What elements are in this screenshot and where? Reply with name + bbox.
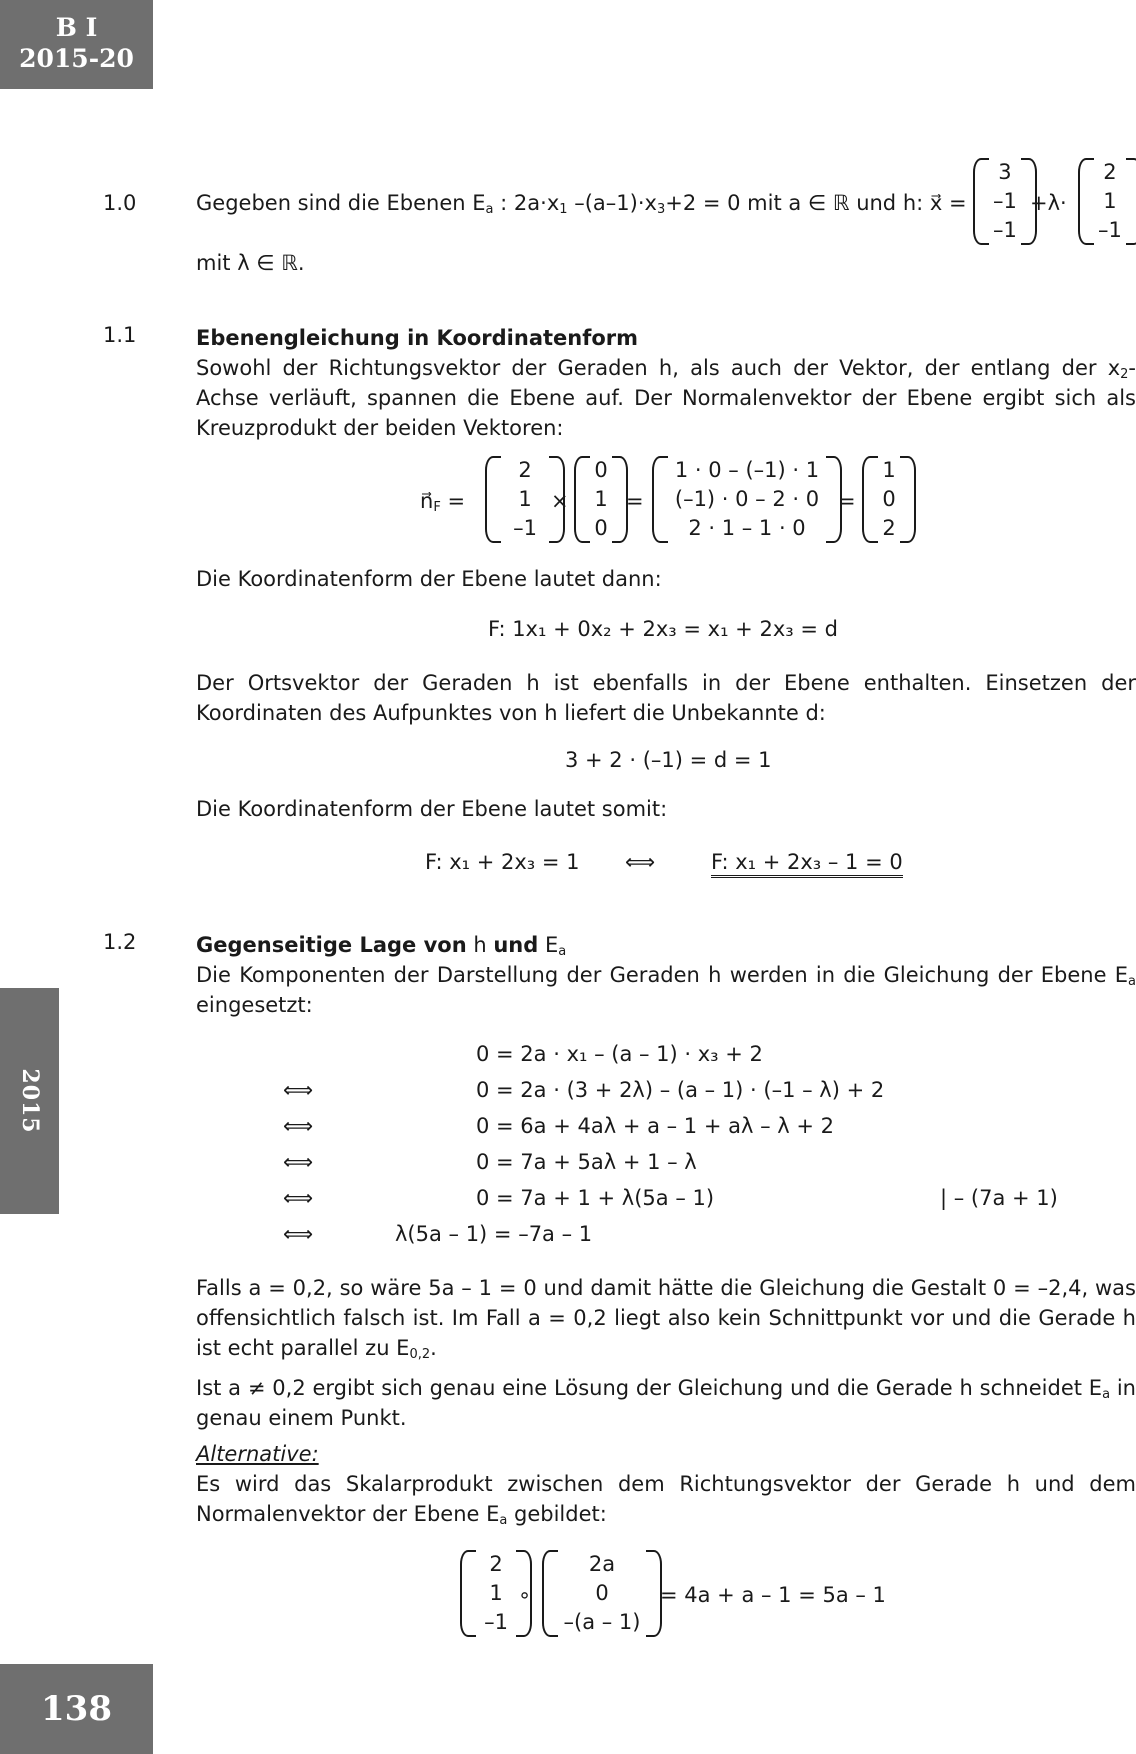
- chapter-header-tab: [0, 0, 153, 89]
- section-1-2-body: [196, 930, 1136, 1020]
- text: Der Ortsvektor der Geraden h ist ebenfalls in der Ebene enthalten. Einsetzen der Koordinaten des Aufpunktes von h liefert die Unbekannte d:: [196, 671, 1136, 725]
- text: Es wird das Skalarprodukt zwischen dem Richtungsvektor der Gerade h und dem Normalenvektor der Ebene E: [196, 1472, 1136, 1526]
- paragraph: [196, 353, 1136, 443]
- text: gebildet:: [507, 1502, 607, 1526]
- vec-entry: –(a – 1): [563, 1610, 641, 1634]
- intro-text: : 2a·x: [493, 191, 560, 215]
- equation-line: 0 = 6a + 4aλ + a – 1 + aλ – λ + 2: [476, 1114, 834, 1138]
- title-text: Gegenseitige Lage von: [196, 933, 467, 957]
- normal-vector-label: [420, 489, 465, 513]
- formula-coordinate-form: F: 1x₁ + 0x₂ + 2x₃ = x₁ + 2x₃ = d: [488, 617, 838, 641]
- vec-entry: 3: [998, 160, 1012, 184]
- equivalence-arrow: ⟺: [283, 1114, 314, 1138]
- plus-lambda: +λ·: [1030, 191, 1067, 215]
- year-side-tab-label: 2015: [16, 1068, 43, 1134]
- equation-line: 0 = 2a · x₁ – (a – 1) · x₃ + 2: [476, 1042, 763, 1066]
- vec-entry: 2: [518, 458, 532, 482]
- paragraph: [196, 1373, 1136, 1433]
- equivalence-arrow: ⟺: [283, 1222, 314, 1246]
- equivalence-arrow: ⟺: [283, 1150, 314, 1174]
- equivalence-arrow: ⟺: [283, 1078, 314, 1102]
- cross-vec-result: [862, 456, 916, 543]
- vec-entry: 0: [594, 516, 608, 540]
- eq: =: [447, 489, 466, 513]
- page-number: 138: [0, 1664, 153, 1754]
- equation-line: 0 = 7a + 5aλ + 1 – λ: [476, 1150, 697, 1174]
- vec-entry: 1: [1103, 189, 1117, 213]
- intro-text: Gegeben sind die Ebenen E: [196, 191, 486, 215]
- vec-entry: 2a: [588, 1552, 616, 1576]
- vector-direction: [1078, 158, 1136, 245]
- vec-entry: (–1) · 0 – 2 · 0: [674, 487, 820, 511]
- equation-line: λ(5a – 1) = –7a – 1: [395, 1222, 593, 1246]
- formula-plane: F: x₁ + 2x₃ = 1: [425, 850, 580, 874]
- vec-entry: 2 · 1 – 1 · 0: [688, 516, 806, 540]
- title-text: h: [466, 933, 494, 957]
- text: Falls a = 0,2, so wäre 5a – 1 = 0 und damit hätte die Gleichung die Gestalt 0 = –2,4, was offensichtlich falsch ist. Im Fall a = 0,2 liegt also kein Schnittpunkt vor und die Gerade h ist echt parallel zu E: [196, 1276, 1136, 1360]
- chapter-code: B I: [55, 13, 98, 42]
- vec-entry: 1: [882, 458, 896, 482]
- text: in genau einem Punkt.: [196, 1376, 1136, 1430]
- scalar-result: = 4a + a – 1 = 5a – 1: [660, 1583, 886, 1607]
- year-side-tab: [0, 988, 59, 1214]
- text: .: [430, 1336, 437, 1360]
- section-1-1-body: [196, 323, 1136, 443]
- section-number-1-0: 1.0: [103, 191, 137, 215]
- paragraph: [196, 668, 1136, 728]
- paragraph: Die Koordinatenform der Ebene lautet dann:: [196, 567, 662, 591]
- text: eingesetzt:: [196, 993, 313, 1017]
- vec-entry: 0: [594, 458, 608, 482]
- vec-entry: 0: [882, 487, 896, 511]
- text: Ist a ≠ 0,2 ergibt sich genau eine Lösung der Gleichung und die Gerade h schneidet E: [196, 1376, 1103, 1400]
- sub: a: [499, 1513, 508, 1528]
- sub: 2: [1120, 367, 1129, 382]
- title-text: und: [493, 933, 539, 957]
- text: Die Komponenten der Darstellung der Geraden h werden in die Gleichung der Ebene E: [196, 963, 1129, 987]
- vec-entry: –1: [484, 1610, 508, 1634]
- cross-vec-computation: [652, 456, 842, 543]
- equation-line: 0 = 7a + 1 + λ(5a – 1): [476, 1186, 715, 1210]
- vec-entry: 1: [489, 1581, 503, 1605]
- equation-side-note: | – (7a + 1): [940, 1186, 1058, 1210]
- nf: n⃗: [420, 489, 434, 513]
- text: Alternative:: [196, 1442, 319, 1466]
- text: -Achse verläuft, spannen die Ebene auf. Der Normalenvektor der Ebene ergibt sich als Kreuzprodukt der beiden Vektoren:: [196, 356, 1136, 440]
- section-1-2-text: [196, 1273, 1136, 1529]
- vec-entry: 2: [882, 516, 896, 540]
- paragraph: [196, 1273, 1136, 1363]
- section-title: [196, 930, 1136, 960]
- section-title: Ebenengleichung in Koordinatenform: [196, 326, 639, 350]
- section-number-1-1: 1.1: [103, 323, 137, 347]
- vec-entry: 1: [518, 487, 532, 511]
- vec-entry: –1: [993, 218, 1017, 242]
- scalar-vec-2: [542, 1550, 662, 1637]
- equation-line: 0 = 2a · (3 + 2λ) – (a – 1) · (–1 – λ) + 2: [476, 1078, 885, 1102]
- vec-entry: 2: [1103, 160, 1117, 184]
- sub: F: [433, 500, 441, 515]
- vec-entry: 2: [489, 1552, 503, 1576]
- intro-text: –(a–1)·x: [567, 191, 657, 215]
- sub: a: [558, 944, 567, 959]
- paragraph: [196, 1469, 1136, 1529]
- section-1-0-intro: [196, 191, 967, 215]
- section-1-0-line2: mit λ ∈ ℝ.: [196, 251, 305, 275]
- cross-vec-2: [574, 456, 628, 543]
- vec-entry: –1: [1098, 218, 1122, 242]
- chapter-year: 2015-20: [19, 44, 134, 73]
- formula-d: 3 + 2 · (–1) = d = 1: [565, 748, 772, 772]
- vec-entry: 0: [595, 1581, 609, 1605]
- alternative-label: [196, 1439, 1136, 1469]
- vec-entry: 1 · 0 – (–1) · 1: [674, 458, 820, 482]
- eq-sign: =: [838, 489, 856, 513]
- dot-symbol: ∘: [518, 1583, 532, 1607]
- times-symbol: ×: [551, 489, 569, 513]
- title-text: E: [538, 933, 559, 957]
- sub: a: [1102, 1387, 1111, 1402]
- text: Sowohl der Richtungsvektor der Geraden h, als auch der Vektor, der entlang der x: [196, 356, 1121, 380]
- formula-plane-result: F: x₁ + 2x₃ – 1 = 0: [711, 850, 903, 878]
- sub: a: [485, 202, 494, 217]
- equivalence-arrow: ⟺: [283, 1186, 314, 1210]
- vector-support: [973, 158, 1037, 245]
- paragraph: Die Koordinatenform der Ebene lautet somit:: [196, 797, 668, 821]
- vec-entry: –1: [993, 189, 1017, 213]
- vec-entry: –1: [513, 516, 537, 540]
- sub: 1: [559, 202, 568, 217]
- section-number-1-2: 1.2: [103, 930, 137, 954]
- equivalence-arrow: ⟺: [625, 850, 656, 874]
- eq-sign: =: [626, 489, 644, 513]
- sub: a: [1128, 974, 1136, 989]
- sub: 3: [656, 202, 666, 217]
- vec-entry: 1: [594, 487, 608, 511]
- sub: 0,2: [409, 1347, 431, 1362]
- paragraph: [196, 960, 1136, 1020]
- intro-text: +2 = 0 mit a ∈ ℝ und h: x⃗ =: [665, 191, 967, 215]
